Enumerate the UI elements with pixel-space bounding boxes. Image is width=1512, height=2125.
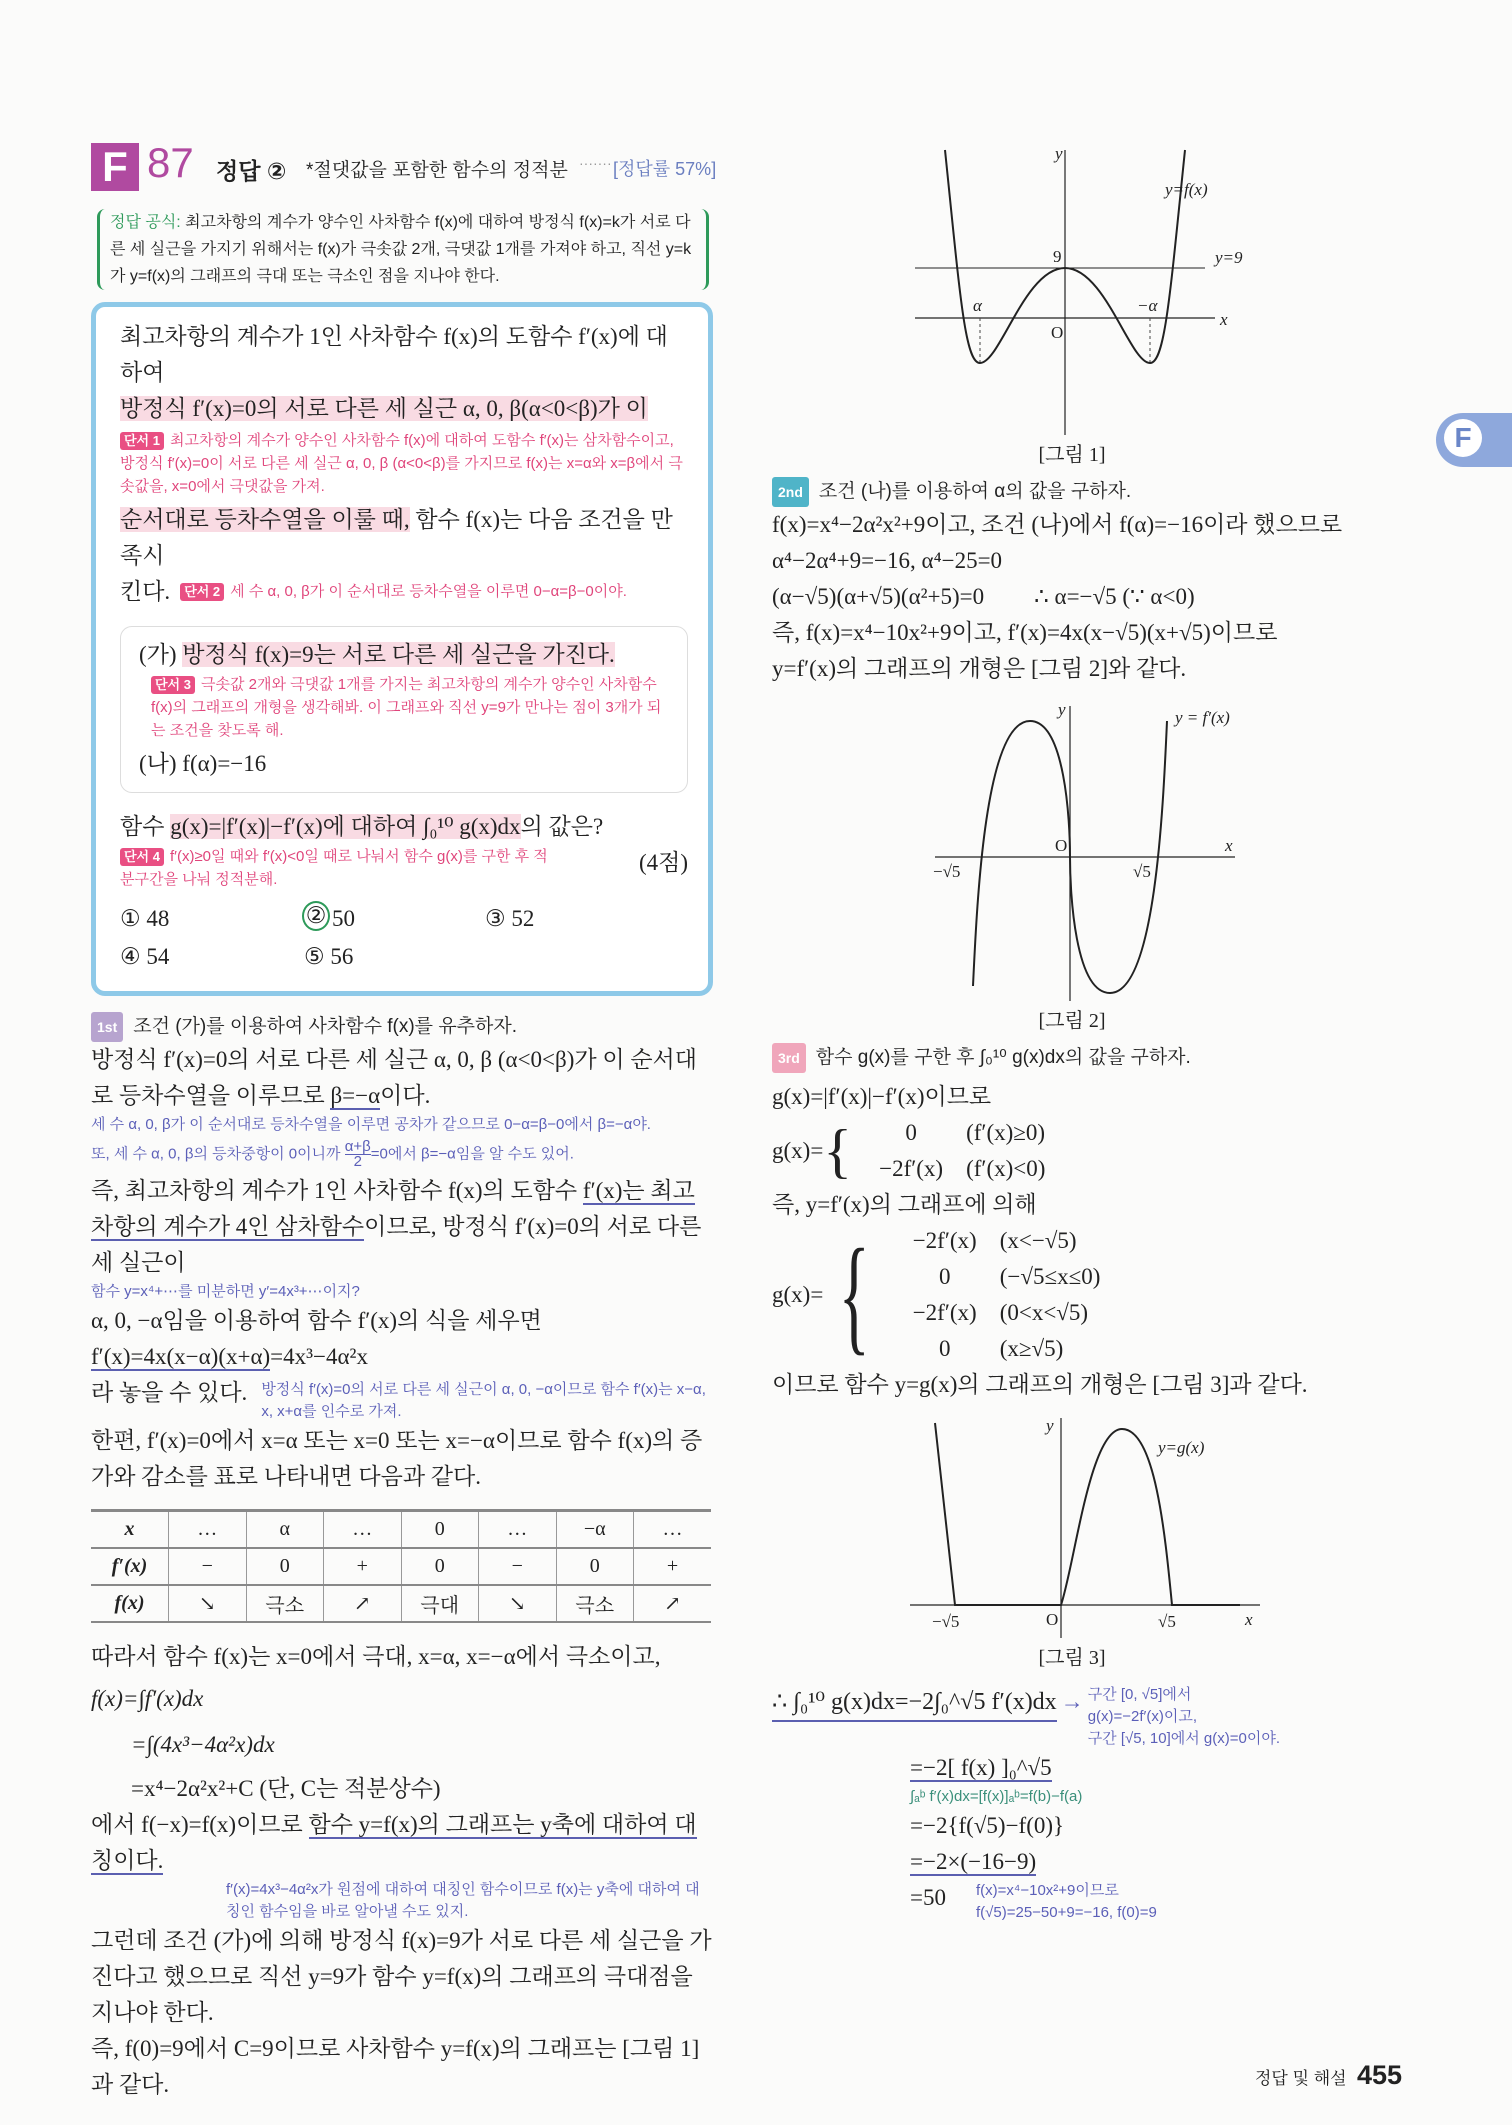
question-highlight: g(x)=|f′(x)|−f′(x)에 대하여 ∫₀¹⁰ g(x)dx xyxy=(170,814,521,839)
solution-text: 이다. xyxy=(380,1083,431,1108)
origin-label: O xyxy=(1055,836,1068,855)
table-cell: −α xyxy=(556,1511,634,1549)
note-line: f(x)=x⁴−10x²+9이므로 xyxy=(975,1882,1119,1899)
note: 방정식 f′(x)=0의 서로 다른 세 실근이 α, 0, −α이므로 함수 f′(x)는 x−α, x, x+α를 인수로 가져. xyxy=(261,1381,706,1420)
answer-label: 정답 ② xyxy=(216,158,287,184)
table-cell: − xyxy=(479,1548,557,1585)
underlined-text: f′(x)는 최고차항의 계수가 4인 삼차함수 xyxy=(91,1178,695,1239)
problem-line: 함수 f(x)는 다음 조건을 만족시 xyxy=(120,507,673,568)
step-title: 함수 g(x)를 구한 후 ∫₀¹⁰ g(x)dx의 값을 구하자. xyxy=(815,1047,1191,1068)
problem-line-highlight: 순서대로 등차수열을 이룰 때, xyxy=(120,507,410,532)
solution-text: 이므로, 방정식 f′(x)=0의 서로 다른 세 실근이 xyxy=(91,1214,702,1275)
problem-line: 최고차항의 계수가 1인 사차함수 f(x)의 도함수 f′(x)에 대하여 xyxy=(120,324,668,385)
problem-box xyxy=(91,302,713,996)
note: ∫ₐᵇ f′(x)dx=[f(x)]ₐᵇ=f(b)−f(a) xyxy=(910,1788,1083,1805)
hint-text: f′(x)≥0일 때와 f′(x)<0일 때로 나눠서 함수 g(x)를 구한 후 적분구간을 나눠 정적분해. xyxy=(120,848,548,888)
conditions-box xyxy=(120,626,688,793)
equation: (α−√5)(α+√5)(α²+5)=0 xyxy=(772,584,985,609)
solution-text: 에서 f(−x)=f(x)이므로 xyxy=(91,1812,309,1837)
result: =50 xyxy=(910,1885,946,1910)
figure-1-graph xyxy=(915,145,1275,435)
choice-1[interactable]: ① 48 xyxy=(120,906,170,931)
solution-text: 그런데 조건 (가)에 의해 방정식 f(x)=9가 서로 다른 세 실근을 가진다고 했으므로 직선 y=9가 함수 y=f(x)의 그래프의 극대점을 지나야 한다. xyxy=(91,1928,712,2025)
table-cell: ↗ xyxy=(324,1585,402,1622)
problem-line-highlight: 방정식 f′(x)=0의 서로 다른 세 실근 α, 0, β(α<0<β)가 이 xyxy=(120,396,648,421)
solution-text: 한편, f′(x)=0에서 x=α 또는 x=0 또는 x=−α이므로 함수 f(x)의 증가와 감소를 표로 나타내면 다음과 같다. xyxy=(91,1428,703,1489)
step-badge: 3rd xyxy=(772,1043,806,1073)
table-cell: … xyxy=(169,1511,247,1549)
choices xyxy=(120,901,688,977)
condition-b: f(α)=−16 xyxy=(182,751,267,776)
arrow-icon: → xyxy=(1060,1689,1084,1714)
table-cell: 극소 xyxy=(556,1585,634,1622)
dots: ······· xyxy=(579,155,612,171)
problem-header xyxy=(91,139,717,195)
increase-decrease-table xyxy=(91,1509,711,1623)
page-number: 455 xyxy=(1357,2060,1403,2090)
equation: =∫(4x³−4α²x)dx xyxy=(131,1732,275,1757)
case-value: −2f′(x) xyxy=(912,1300,977,1325)
line-label: y=9 xyxy=(1215,248,1243,267)
note: 세 수 α, 0, β가 이 순서대로 등차수열을 이루면 공차가 같으므로 0−α=β−0에서 β=−α야. xyxy=(91,1116,651,1133)
footer-label: 정답 및 해설 xyxy=(1255,2069,1347,2088)
hint-text: 최고차항의 계수가 양수인 사차함수 f(x)에 대하여 도함수 f′(x)는 삼차함수이고, 방정식 f′(x)=0이 서로 다른 세 실근 α, 0, β (α<0<β)를 가지므로 f(x)는 x=α와 x=β에서 극솟값을, x=0에서 극댓값을 가져. xyxy=(120,432,683,495)
table-cell: f(x) xyxy=(114,1592,145,1614)
problem-number: 87 xyxy=(147,139,194,186)
note: 또, 세 수 α, 0, β의 등차중항이 0이니까 xyxy=(91,1145,345,1163)
solution-text: f(x)=x⁴−2α²x²+9이고, 조건 (나)에서 f(α)=−16이라 했으므로 xyxy=(772,512,1343,537)
solution-text: 라 놓을 수 있다. xyxy=(91,1380,248,1405)
underlined-text: β=−α xyxy=(330,1083,381,1108)
correct-rate: [정답률 57%] xyxy=(613,159,717,179)
footer xyxy=(1255,2060,1402,2091)
fraction-denominator: 2 xyxy=(353,1153,362,1170)
equation-underlined: ∴ ∫₀¹⁰ g(x)dx=−2∫₀^√5 f′(x)dx xyxy=(772,1684,1057,1722)
curve-label: y = f′(x) xyxy=(1175,708,1230,727)
equation: =4x³−4α²x xyxy=(270,1344,368,1369)
equation: f(x)=∫f′(x)dx xyxy=(91,1686,204,1711)
table-cell: ↘ xyxy=(479,1585,557,1622)
figure-1-caption: [그림 1] xyxy=(1038,444,1106,466)
equation: =−2{f(√5)−f(0)} xyxy=(910,1813,1065,1838)
case-condition: (f′(x)≥0) xyxy=(966,1120,1046,1145)
equation: =x⁴−2α²x²+C (단, C는 적분상수) xyxy=(131,1776,441,1801)
table-cell: x xyxy=(124,1518,135,1540)
note: 함수 y=x⁴+⋯를 미분하면 y′=4x³+⋯이지? xyxy=(91,1283,360,1300)
points: (4점) xyxy=(638,850,688,875)
origin-label: O xyxy=(1046,1610,1059,1629)
figure-3-graph xyxy=(900,1413,1280,1638)
equation: g(x)=|f′(x)|−f′(x)이므로 xyxy=(772,1084,992,1109)
note-line: f(√5)=25−50+9=−16, f(0)=9 xyxy=(975,1904,1157,1921)
table-row xyxy=(91,1511,711,1549)
cases xyxy=(856,1115,1045,1187)
case-row xyxy=(890,1295,1101,1331)
hint-tag: 단서 1 xyxy=(120,432,164,450)
alpha-label: α xyxy=(973,296,982,315)
table-cell: 0 xyxy=(401,1548,479,1585)
origin-label: O xyxy=(1051,323,1064,342)
case-row xyxy=(890,1331,1101,1367)
equation-underlined: =−2×(−16−9) xyxy=(910,1849,1037,1874)
solution-text: 즉, y=f′(x)의 그래프에 의해 xyxy=(772,1192,1037,1217)
table-cell: 0 xyxy=(246,1548,324,1585)
final-computation xyxy=(772,1684,1412,1924)
condition-label: (가) xyxy=(139,642,177,667)
problem-line: 킨다. xyxy=(120,579,171,604)
table-cell: ↗ xyxy=(634,1585,712,1622)
formula-label: 정답 공식: xyxy=(110,214,181,231)
hint-tag: 단서 2 xyxy=(180,583,224,601)
neg-root-label: −√5 xyxy=(932,1612,960,1631)
equation: α⁴−2α⁴+9=−16, α⁴−25=0 xyxy=(772,548,1003,573)
choice-5[interactable]: ⑤ 56 xyxy=(304,944,354,969)
note xyxy=(1088,1684,1280,1750)
choice-3[interactable]: ③ 52 xyxy=(485,906,535,931)
piecewise-1 xyxy=(772,1115,1412,1187)
table-cell: 0 xyxy=(401,1511,479,1549)
table-cell: ↘ xyxy=(169,1585,247,1622)
formula-text: 최고차항의 계수가 양수인 사차함수 f(x)에 대하여 방정식 f(x)=k가 서로 다른 세 실근을 가지기 위해서는 f(x)가 극솟값 2개, 극댓값 1개를 가져야 하고, 직선 y=k가 y=f(x)의 그래프의 극대 또는 극소인 점을 지나야 한다. xyxy=(110,214,692,285)
curve-label: y=f(x) xyxy=(1165,180,1208,199)
hint-tag: 단서 4 xyxy=(120,848,164,866)
equation: g(x)= xyxy=(772,1138,824,1163)
fraction-numerator: α+β xyxy=(344,1138,371,1155)
pos-root-label: √5 xyxy=(1158,1612,1176,1631)
table-cell: 극소 xyxy=(246,1585,324,1622)
table-cell: f′(x) xyxy=(111,1555,148,1577)
step-1 xyxy=(91,1012,713,1495)
y-axis-label: y xyxy=(1046,1416,1054,1435)
hint-3 xyxy=(151,673,669,742)
pos-root-label: √5 xyxy=(1133,862,1151,881)
solution-text: 즉, f(x)=x⁴−10x²+9이고, f′(x)=4x(x−√5)(x+√5)이므로 xyxy=(772,620,1278,645)
note-line: 구간 [√5, 10]에서 g(x)=0이야. xyxy=(1087,1730,1280,1747)
step-2 xyxy=(772,477,1412,687)
hint-text: 극솟값 2개와 극댓값 1개를 가지는 최고차항의 계수가 양수인 사차함수 f(x)의 그래프의 개형을 생각해봐. 이 그래프와 직선 y=9가 만나는 점이 3개가 되는 조건을 찾도록 해. xyxy=(151,676,662,739)
solution-text: α, 0, −α임을 이용하여 함수 f′(x)의 식을 세우면 xyxy=(91,1308,542,1333)
table-cell: − xyxy=(169,1548,247,1585)
case-condition: (f′(x)<0) xyxy=(966,1156,1046,1181)
y-axis-label: y xyxy=(1058,701,1066,719)
hint-text: 세 수 α, 0, β가 이 순서대로 등차수열을 이루면 0−α=β−0이야. xyxy=(230,583,627,600)
neg-alpha-label: −α xyxy=(1137,296,1158,315)
right-column xyxy=(772,145,1412,1924)
step-title: 조건 (나)를 이용하여 α의 값을 구하자. xyxy=(818,481,1132,502)
step-title: 조건 (가)를 이용하여 사차함수 f(x)를 유추하자. xyxy=(133,1016,518,1037)
condition-a: 방정식 f(x)=9는 서로 다른 세 실근을 가진다. xyxy=(182,642,615,667)
table-cell: + xyxy=(324,1548,402,1585)
table-cell: 0 xyxy=(556,1548,634,1585)
case-value: 0 xyxy=(938,1264,951,1289)
answer-formula-box xyxy=(97,209,709,290)
solution-text: y=f′(x)의 그래프의 개형은 [그림 2]와 같다. xyxy=(772,656,1187,681)
hint-4 xyxy=(120,845,560,891)
condition-label: (나) xyxy=(139,751,177,776)
x-axis-label: x xyxy=(1225,836,1233,855)
hint-2 xyxy=(180,574,627,603)
figure-2-caption: [그림 2] xyxy=(1038,1010,1106,1032)
table-row xyxy=(91,1548,711,1585)
case-value: 0 xyxy=(905,1120,917,1145)
equation-underlined: =−2[ f(x) ]₀^√5 xyxy=(910,1755,1052,1780)
neg-root-label: −√5 xyxy=(933,862,961,881)
solution-text: 따라서 함수 f(x)는 x=0에서 극대, x=α, x=−α에서 극소이고, xyxy=(91,1644,661,1669)
brace: { xyxy=(823,1118,853,1184)
table-cell: … xyxy=(634,1511,712,1549)
solution-text: 즉, 최고차항의 계수가 1인 사차함수 f(x)의 도함수 xyxy=(91,1178,583,1203)
chapter-side-tab[interactable] xyxy=(1436,413,1512,467)
curve-label: y=g(x) xyxy=(1158,1438,1205,1457)
hint-1 xyxy=(120,429,688,498)
case-row xyxy=(890,1223,1101,1259)
question-text: 함수 xyxy=(120,814,171,839)
table-cell: 극대 xyxy=(401,1585,479,1622)
x-axis-label: x xyxy=(1245,1610,1253,1629)
table-cell: … xyxy=(324,1511,402,1549)
underlined-text: 함수 y=f(x)의 그래프는 y축에 대하여 대칭이다. xyxy=(91,1812,697,1873)
label-9: 9 xyxy=(1053,247,1062,266)
note: =0에서 β=−α임을 알 수도 있어. xyxy=(370,1145,574,1163)
table-row xyxy=(91,1585,711,1622)
case-condition: (x≥√5) xyxy=(999,1336,1064,1361)
table-cell: α xyxy=(246,1511,324,1549)
case-value: −2f′(x) xyxy=(879,1156,944,1181)
case-value: −2f′(x) xyxy=(912,1228,977,1253)
step-1-continued xyxy=(91,1639,713,2103)
brace: { xyxy=(838,1223,871,1367)
piecewise-2 xyxy=(772,1223,1412,1367)
solution-text: 방정식 f′(x)=0의 서로 다른 세 실근 α, 0, β (α<0<β)가 이 순서대로 등차수열을 이루므로 xyxy=(91,1047,697,1108)
table-cell: + xyxy=(634,1548,712,1585)
step-badge: 1st xyxy=(91,1012,123,1042)
hint-tag: 단서 3 xyxy=(151,676,195,694)
note: f′(x)=4x³−4α²x가 원점에 대하여 대칭인 함수이므로 f(x)는 y축에 대하여 대칭인 함수임을 바로 알아낼 수도 있지. xyxy=(226,1881,700,1920)
step-3 xyxy=(772,1043,1412,1403)
solution-text: 즉, f(0)=9에서 C=9이므로 사차함수 y=f(x)의 그래프는 [그림 1]과 같다. xyxy=(91,2036,700,2097)
fraction xyxy=(345,1140,371,1169)
y-axis-label: y xyxy=(1055,145,1063,163)
equation: g(x)= xyxy=(772,1282,824,1307)
equation: ∴ α=−√5 (∵ α<0) xyxy=(1034,584,1195,609)
chapter-letter-badge: F xyxy=(91,143,139,191)
choice-2-value[interactable]: 50 xyxy=(332,906,355,931)
note-line: 구간 [0, √5]에서 xyxy=(1087,1686,1192,1703)
figure-3-caption: [그림 3] xyxy=(1038,1647,1106,1669)
cases xyxy=(890,1223,1101,1367)
side-tab-letter: F xyxy=(1444,419,1482,457)
case-value: 0 xyxy=(938,1336,951,1361)
case-condition: (−√5≤x≤0) xyxy=(999,1264,1101,1289)
choice-2-selected-mark[interactable]: ② xyxy=(302,901,330,931)
solution-text: 이므로 함수 y=g(x)의 그래프의 개형은 [그림 3]과 같다. xyxy=(772,1372,1308,1397)
case-condition: (0<x<√5) xyxy=(999,1300,1089,1325)
choice-4[interactable]: ④ 54 xyxy=(120,944,170,969)
question-text: 의 값은? xyxy=(520,814,604,839)
case-row xyxy=(856,1151,1045,1187)
note xyxy=(976,1880,1157,1924)
figure-2-graph xyxy=(925,701,1255,1001)
table-cell: … xyxy=(479,1511,557,1549)
equation-underlined: f′(x)=4x(x−α)(x+α) xyxy=(91,1344,271,1369)
step-badge: 2nd xyxy=(772,477,809,507)
left-column xyxy=(91,139,717,2103)
case-row xyxy=(890,1259,1101,1295)
topic: *절댓값을 포함한 함수의 정적분 xyxy=(306,160,568,181)
note-line: g(x)=−2f′(x)이고, xyxy=(1087,1708,1197,1725)
case-row xyxy=(856,1115,1045,1151)
x-axis-label: x xyxy=(1220,310,1228,329)
case-condition: (x<−√5) xyxy=(999,1228,1077,1253)
